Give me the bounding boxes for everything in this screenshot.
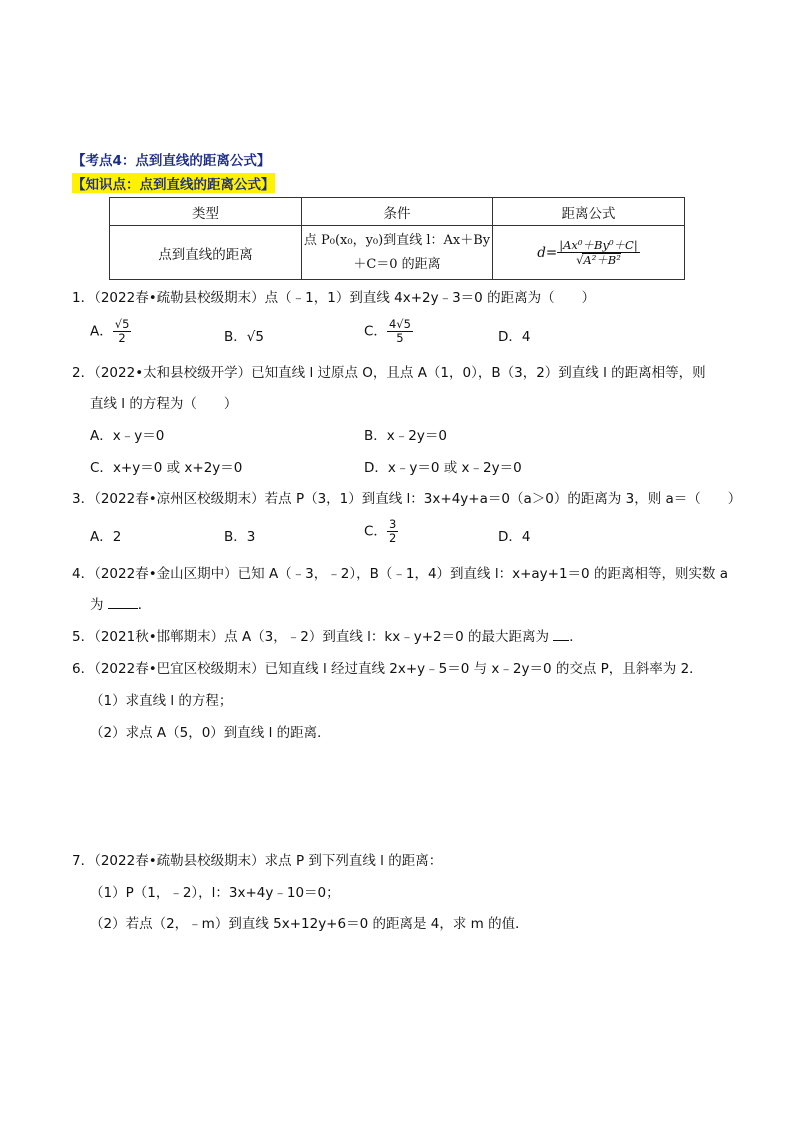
option-text: 4 [521, 529, 531, 545]
answer-blank[interactable] [553, 640, 569, 641]
option-label: B． [224, 529, 247, 545]
option-label: D． [364, 460, 388, 476]
q2-option-c[interactable] [90, 458, 242, 478]
option-text: x﹣y＝0 [112, 428, 165, 444]
option-text: 4 [521, 329, 531, 345]
option-label: B． [224, 329, 247, 345]
table-header-type: 类型 [110, 198, 302, 226]
q2-option-b[interactable] [364, 426, 447, 446]
option-label: C． [90, 460, 113, 476]
question-4-stem-cont [90, 595, 151, 615]
option-text: x﹣y＝0 或 x﹣2y＝0 [387, 460, 522, 476]
q2-option-d[interactable] [364, 458, 522, 478]
fraction-denominator: 5 [396, 331, 404, 345]
stem-prefix: 5．（2021秋•邯郸期末）点 A（3，﹣2）到直线 l：kx﹣y+2＝0 的最大距离为 [72, 629, 549, 645]
q1-option-b[interactable] [224, 327, 264, 347]
question-2-stem: 2．（2022•太和县校级开学）已知直线 l 过原点 O，且点 A（1，0），B（3，2）到直线 l 的距离相等，则 [72, 365, 706, 381]
question-2-stem-cont: 直线 l 的方程为（ ） [90, 396, 238, 412]
option-label: C． [364, 523, 387, 540]
question-7-part-2: （2）若点（2，﹣m）到直线 5x+12y+6＝0 的距离是 4，求 m 的值． [90, 916, 529, 932]
table-cell-condition [302, 226, 493, 280]
q3-option-a[interactable] [90, 527, 121, 547]
fraction-numerator: √5 [114, 317, 130, 331]
fraction-denominator: 2 [388, 531, 397, 545]
question-7-part-1: （1）P（1，﹣2），l：3x+4y﹣10＝0； [90, 885, 340, 901]
option-fraction [387, 518, 398, 545]
fraction-numerator: 3 [388, 517, 397, 531]
answer-blank[interactable] [108, 608, 138, 609]
option-text: 3 [246, 529, 256, 545]
question-1-stem: 1．（2022春•疏勒县校级期末）点（﹣1，1）到直线 4x+2y﹣3＝0 的距离为（ ） [72, 290, 596, 306]
section-title: 【考点4：点到直线的距离公式】 [72, 153, 271, 169]
formula-numerator: |Ax⁰＋By⁰＋C| [559, 237, 638, 252]
stem-suffix: ． [137, 597, 152, 613]
option-label: A． [90, 323, 113, 340]
table-cell-type: 点到直线的距离 [110, 226, 302, 280]
option-label: B． [364, 428, 387, 444]
question-6-part-2: （2）求点 A（5，0）到直线 l 的距离． [90, 725, 331, 741]
option-label: A． [90, 529, 113, 545]
q3-option-b[interactable] [224, 527, 255, 547]
q3-option-c[interactable] [364, 518, 398, 545]
formula-lhs: d= [537, 244, 558, 261]
option-label: C． [364, 323, 387, 340]
option-text: x+y＝0 或 x+2y＝0 [112, 460, 243, 476]
formula-denominator: √A²＋B² [576, 252, 621, 267]
knowledge-title: 【知识点：点到直线的距离公式】 [72, 173, 275, 193]
q1-option-d[interactable] [498, 327, 531, 347]
option-text: √5 [246, 329, 264, 345]
question-5-stem [72, 627, 583, 647]
option-text: 2 [112, 529, 122, 545]
formula-table [109, 197, 685, 280]
distance-formula [557, 239, 640, 267]
option-fraction [113, 318, 132, 345]
stem-suffix: ． [569, 629, 583, 645]
fraction-denominator: 2 [118, 331, 126, 345]
table-header-condition: 条件 [302, 198, 493, 226]
question-4-stem: 4．（2022春•金山区期中）已知 A（﹣3，﹣2），B（﹣1，4）到直线 l：x+ay+1＝0 的距离相等，则实数 a [72, 566, 729, 582]
question-6-stem: 6．（2022春•巴宜区校级期末）已知直线 l 经过直线 2x+y﹣5＝0 与 x﹣2y＝0 的交点 P，且斜率为 2． [72, 661, 703, 677]
option-fraction [387, 318, 413, 345]
option-label: D． [498, 329, 522, 345]
question-6-part-1: （1）求直线 l 的方程； [90, 693, 233, 709]
option-text: x﹣2y＝0 [386, 428, 447, 444]
question-3-stem: 3．（2022春•凉州区校级期末）若点 P（3，1）到直线 l：3x+4y+a＝0（a＞0）的距离为 3，则 a＝（ ） [72, 491, 742, 507]
q3-option-d[interactable] [498, 527, 531, 547]
stem-prefix: 为 [90, 597, 104, 613]
table-header-formula: 距离公式 [493, 198, 685, 226]
q1-option-a[interactable] [90, 318, 131, 345]
fraction-numerator: 4√5 [388, 317, 411, 331]
question-7-stem: 7．（2022春•疏勒县校级期末）求点 P 到下列直线 l 的距离： [72, 853, 443, 869]
option-label: D． [498, 529, 522, 545]
q2-option-a[interactable] [90, 426, 164, 446]
q1-option-c[interactable] [364, 318, 413, 345]
formula-radicand: A²＋B² [583, 252, 621, 267]
condition-line-2: ＋C＝0 的距离 [353, 256, 441, 272]
condition-line-1: 点 P₀(x₀，y₀)到直线 l：Ax＋By [303, 232, 491, 248]
table-cell-formula [493, 226, 685, 280]
option-label: A． [90, 428, 113, 444]
